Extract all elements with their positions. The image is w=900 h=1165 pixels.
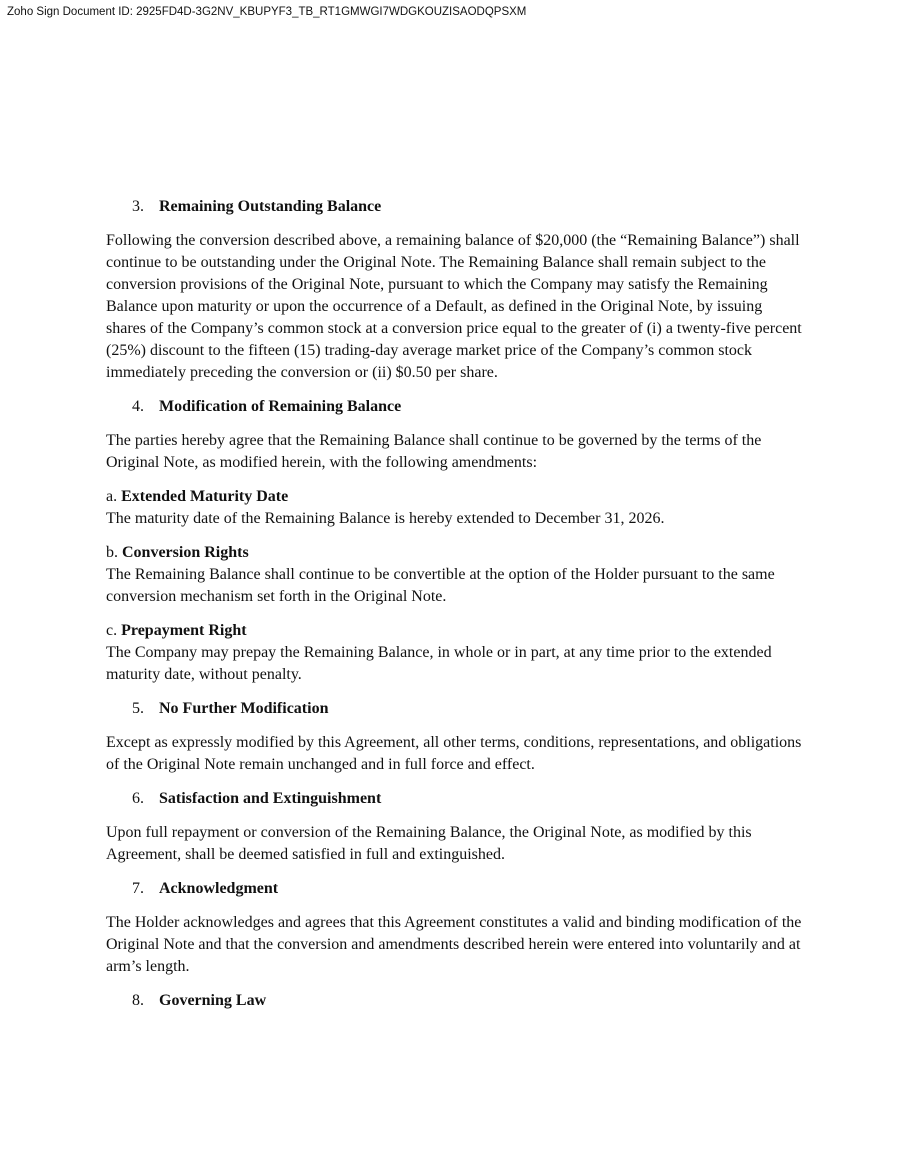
section-number: 6.	[132, 790, 144, 807]
section-heading	[106, 396, 806, 418]
subsection-title: Extended Maturity Date	[121, 488, 289, 505]
section-heading	[106, 990, 806, 1012]
subsection-title: Prepayment Right	[121, 622, 247, 639]
document-page	[106, 196, 806, 1024]
subsection	[106, 542, 806, 608]
subsection-label	[106, 486, 806, 508]
section-number: 3.	[132, 198, 144, 215]
section-body: Except as expressly modified by this Agreement, all other terms, conditions, representations, and obligations of the Original Note remain unchanged and in full force and effect.	[106, 734, 802, 773]
section-title: No Further Modification	[159, 700, 329, 717]
section-heading	[106, 196, 806, 218]
document-id-header: Zoho Sign Document ID: 2925FD4D-3G2NV_KBUPYF3_TB_RT1GMWGI7WDGKOUZISAODQPSXM	[7, 6, 527, 18]
section-heading	[106, 788, 806, 810]
subsection-label	[106, 620, 806, 642]
section-number: 8.	[132, 992, 144, 1009]
section-title: Remaining Outstanding Balance	[159, 198, 382, 215]
subsection-letter: a.	[106, 488, 118, 505]
section-title: Governing Law	[159, 992, 267, 1009]
subsection-letter: c.	[106, 622, 118, 639]
section-number: 4.	[132, 398, 144, 415]
subsection	[106, 620, 806, 686]
section-body: The Holder acknowledges and agrees that this Agreement constitutes a valid and binding modification of the Original Note and that the conversion and amendments described herein were entered into voluntarily and at arm’s length.	[106, 914, 802, 975]
section-number: 5.	[132, 700, 144, 717]
section-body: Upon full repayment or conversion of the Remaining Balance, the Original Note, as modified by this Agreement, shall be deemed satisfied in full and extinguished.	[106, 824, 752, 863]
subsection-body: The maturity date of the Remaining Balance is hereby extended to December 31, 2026.	[106, 510, 665, 527]
subsection	[106, 486, 806, 530]
section-title: Acknowledgment	[159, 880, 279, 897]
section-title: Satisfaction and Extinguishment	[159, 790, 382, 807]
subsection-letter: b.	[106, 544, 118, 561]
section-body: The parties hereby agree that the Remaining Balance shall continue to be governed by the terms of the Original Note, as modified herein, with the following amendments:	[106, 432, 762, 471]
subsection-body: The Company may prepay the Remaining Balance, in whole or in part, at any time prior to the extended maturity date, without penalty.	[106, 644, 772, 683]
section-title: Modification of Remaining Balance	[159, 398, 402, 415]
subsection-title: Conversion Rights	[122, 544, 249, 561]
section-heading	[106, 698, 806, 720]
section-heading	[106, 878, 806, 900]
section-number: 7.	[132, 880, 144, 897]
section-body: Following the conversion described above, a remaining balance of $20,000 (the “Remaining Balance”) shall continue to be outstanding under the Original Note. The Remaining Balance shall remain subject to the conversion provisions of the Original Note, pursuant to which the Company may satisfy the Remaining Balance upon maturity or upon the occurrence of a Default, as defined in the Original Note, by issuing shares of the Company’s common stock at a conversion price equal to the greater of (i) a twenty-five percent (25%) discount to the fifteen (15) trading-day average market price of the Company’s common stock immediately preceding the conversion or (ii) $0.50 per share.	[106, 232, 802, 381]
subsection-body: The Remaining Balance shall continue to be convertible at the option of the Holder pursuant to the same conversion mechanism set forth in the Original Note.	[106, 566, 775, 605]
subsection-label	[106, 542, 806, 564]
